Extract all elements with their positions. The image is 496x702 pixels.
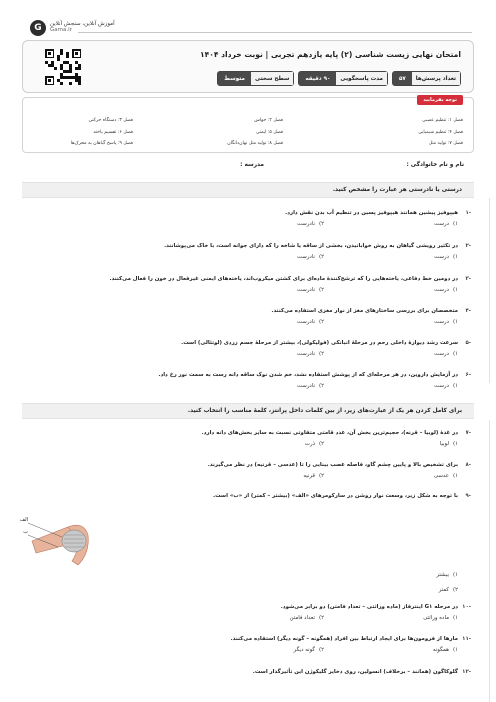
option[interactable]: ۲)گونه دیگر — [293, 647, 324, 653]
chapter-item: فصل ۲: حواس — [254, 118, 283, 123]
divider — [489, 198, 490, 383]
student-name-label[interactable]: نام و نام خانوادگی : — [406, 162, 464, 168]
chapter-item: فصل ۸: تولید مثل نهان‌دانگان — [227, 141, 283, 146]
exam-title: امتحان نهایی زیست شناسی (۲) پایه یازدهم تجربی | نوبت خرداد ۱۴۰۴ — [199, 50, 461, 59]
brand-domain: Gama.ir — [50, 27, 72, 33]
qr-code-icon — [45, 49, 81, 85]
chapter-item: فصل ۶: تقسیم یاخته — [93, 130, 133, 135]
option[interactable]: ۲)تعداد فامتن — [289, 615, 324, 621]
section-fill-in: برای کامل کردن هر یک از عبارت‌های زیر، از بین کلمات داخل پرانتز، کلمهٔ مناسب را انتخاب کنید. — [22, 403, 474, 419]
question: -۷ در غدهٔ (لوبیا – قرنه)، حجیم‌ترین بخش آن، عدد قامتی متفاوتی نسبت به سایر بخش‌های دانه دارد. ۱)لوبیا ۲)ذرت — [201, 430, 471, 447]
gama-logo-icon: G — [30, 20, 46, 36]
brand-tagline: آموزش آنلاین، سنجش آنلاین — [50, 21, 115, 28]
exam-header — [22, 40, 474, 93]
option[interactable]: ۱)درست — [434, 319, 458, 325]
chapter-item: فصل ۵: ایمنی — [255, 130, 283, 135]
option[interactable]: ۱)درست — [434, 351, 458, 357]
chapter-item: فصل ۹: پاسخ گیاهان به محرک‌ها — [70, 141, 133, 146]
chapter-item: فصل ۱: تنظیم عصبی — [422, 118, 463, 123]
question: -۳ در دومین خط دفاعی، یاخته‌هایی را که ترشح‌کنندهٔ ماده‌ای برای کشتن میکروب‌اند، یاخته‌های ایمنی غیرفعال در خون را فعال می‌کنند. ۱)درست ۲)نادرست — [109, 276, 471, 293]
question: -۵ سرعت رشد دیوارهٔ داخلی رحم در مرحلهٔ انبانکی (فولیکولی)، بیشتر از مرحلهٔ جسم زردی (لوتئالی) است. ۱)درست ۲)نادرست — [181, 340, 471, 357]
option[interactable]: ۱)لوبیا — [439, 441, 458, 447]
option[interactable]: ۱)بیشتر — [436, 572, 458, 578]
option[interactable]: ۱)همگونه — [432, 647, 458, 653]
chapter-item: فصل ۷: تولید مثل — [428, 141, 463, 146]
question: -۱۱ مارها از فرومون‌ها برای ایجاد ارتباط بین افراد (همگونه – گونه دیگر) استفاده می‌کنند. ۱)همگونه ۲)گونه دیگر — [230, 636, 471, 653]
stat-duration: مدت پاسخگویی ۹۰ دقیقه — [298, 71, 388, 86]
option[interactable]: ۱)درست — [434, 287, 458, 293]
chapter-item: فصل ۳: دستگاه حرکتی — [88, 118, 133, 123]
option[interactable]: ۱)درست — [434, 254, 458, 260]
option[interactable]: ۱)ماده وراثتی — [423, 615, 458, 621]
option[interactable]: ۲)نادرست — [297, 254, 324, 260]
brand[interactable] — [30, 20, 115, 36]
question: -۶ در آزمایش داروین، در هر مرحله‌ای که از پوشش استفاده نشد، خم شدن نوک ساقه دانه رست به سمت نور رخ داد. ۱)درست ۲)نادرست — [158, 372, 471, 389]
question: -۱۰ در مرحله G۱ اینترفاز (ماده وراثتی – تعداد فامتن) دو برابر می‌شود. ۱)ماده وراثتی ۲)تعداد فامتن — [280, 604, 471, 621]
option[interactable]: ۲)نادرست — [297, 351, 324, 357]
school-label[interactable]: مدرسه : — [240, 162, 264, 168]
option[interactable]: ۲)نادرست — [297, 319, 324, 325]
label-b: ب — [23, 529, 28, 535]
option[interactable]: ۲)قرنیه — [303, 473, 324, 479]
option[interactable]: ۲)نادرست — [297, 383, 324, 389]
notice-badge: توجه بفرمایید — [417, 95, 463, 105]
option[interactable]: ۱)عدسی — [433, 473, 458, 479]
question: -۴ متخصصان برای بررسی ساختارهای مغز از نوار مغزی استفاده می‌کنند. ۱)درست ۲)نادرست — [271, 308, 471, 325]
question: -۲ در تکثیر رویشی گیاهان به روش خوابانیدن، بخشی از ساقه یا شاخه را که دارای جوانه است، با خاک می‌پوشانند. ۱)درست ۲)نادرست — [164, 243, 471, 260]
option[interactable]: ۱)درست — [434, 383, 458, 389]
option[interactable]: ۲)نادرست — [297, 287, 324, 293]
option[interactable]: ۲)کمتر — [438, 587, 458, 593]
option[interactable]: ۱)درست — [434, 221, 458, 227]
student-info-row — [22, 160, 474, 174]
muscle-figure — [19, 513, 92, 573]
option[interactable]: ۲)نادرست — [297, 221, 324, 227]
question: -۹ با توجه به شکل زیر، وسعت نوار روشن در سارکومرهای «الف» (بیشتر – کمتر) از «ب» است. ۱)بیشتر ۲)کمتر — [213, 493, 471, 593]
exam-stats — [217, 71, 461, 86]
divider — [78, 32, 472, 33]
top-bar — [0, 0, 496, 40]
chapters-box — [22, 97, 474, 153]
stat-question-count: تعداد پرسش‌ها ۵۷ — [392, 71, 461, 86]
section-true-false: درستی یا نادرستی هر عبارت را مشخص کنید. — [22, 182, 474, 198]
stat-difficulty: سطح سختی متوسط — [217, 71, 294, 86]
divider — [489, 420, 490, 702]
chapter-item: فصل ۴: تنظیم شیمیایی — [418, 130, 463, 135]
question: -۸ برای تشخیص بالا و پایین چشم گاو، فاصله عصب بینایی را تا (عدسی – قرنیه) در نظر می‌گیرند. ۱)عدسی ۲)قرنیه — [207, 462, 471, 479]
option[interactable]: ۲)ذرت — [304, 441, 324, 447]
question: -۱ هیپوفیز پیشین همانند هیپوفیز پسین در تنظیم آب بدن نقش دارد. ۱)درست ۲)نادرست — [285, 210, 471, 227]
label-a: الف — [19, 517, 28, 523]
question: -۱۲ گلوکاگون (همانند – برخلاف) انسولین، روی ذخایر گلیکوژن این تأثیرگذار است. — [252, 669, 471, 675]
